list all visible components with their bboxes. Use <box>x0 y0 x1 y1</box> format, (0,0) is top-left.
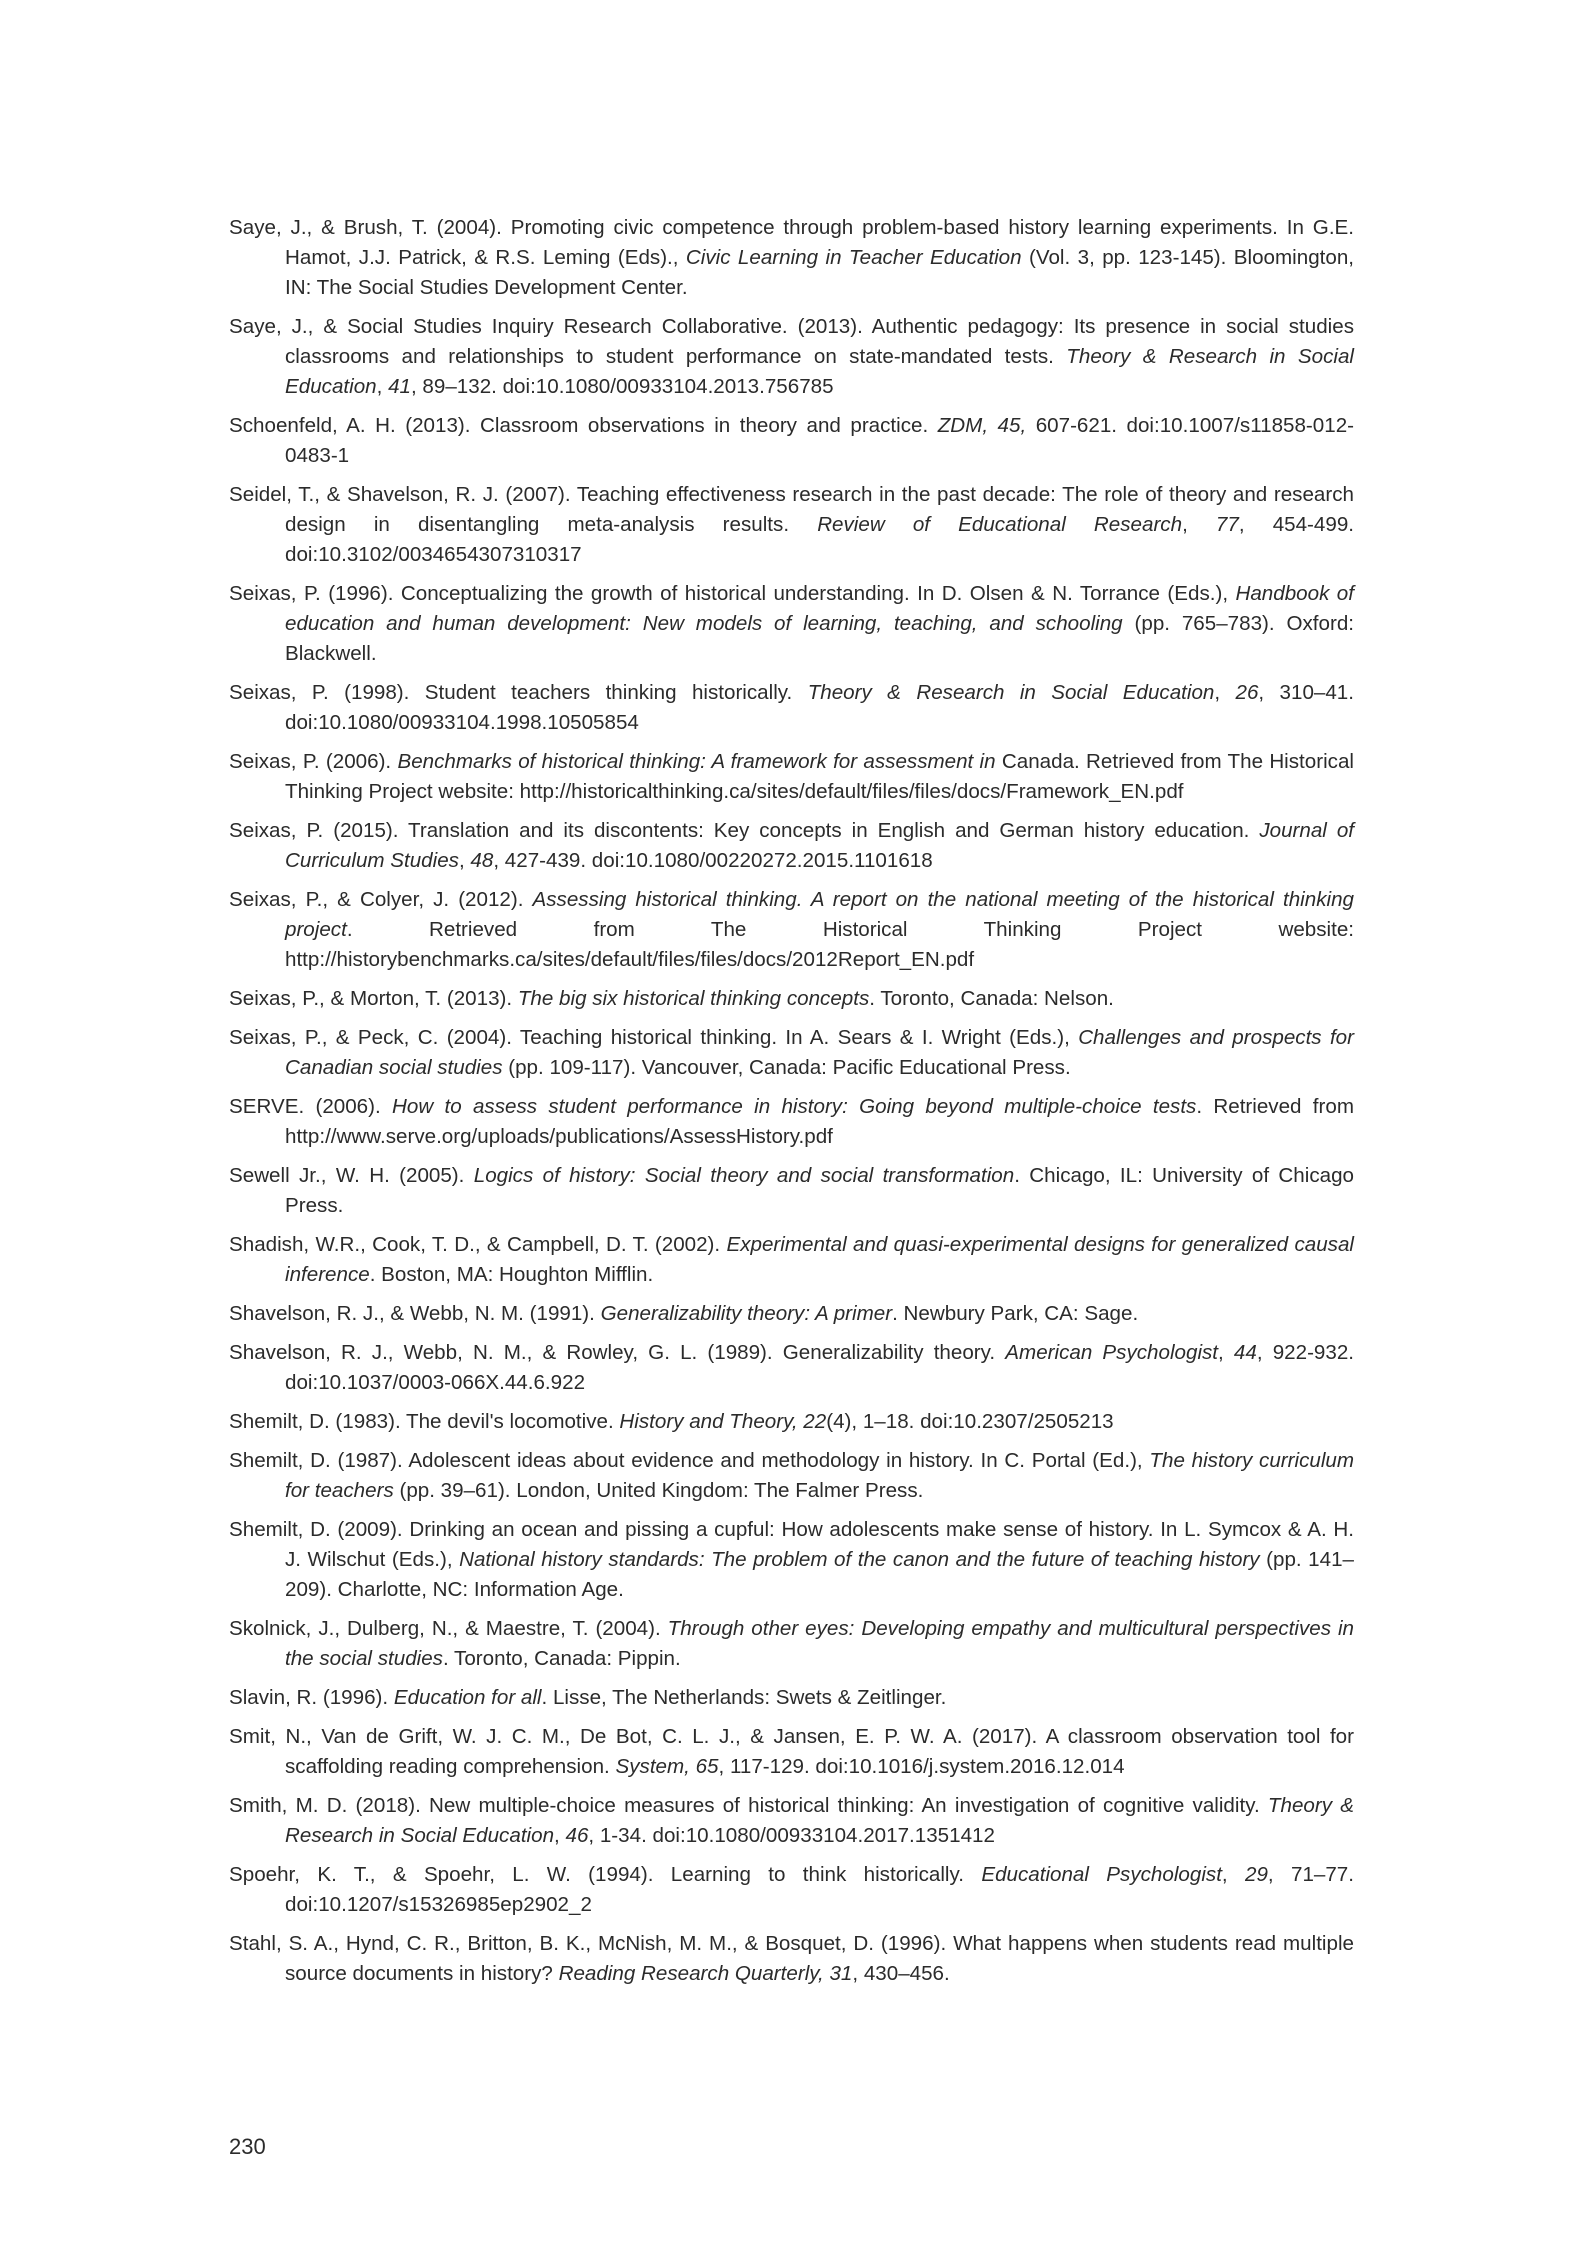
reference-text: , 310–41. doi:10.1080/00933104.1998.10505854 <box>285 681 1354 734</box>
reference-text: , <box>458 849 471 872</box>
reference-text: . Newbury Park, CA: Sage. <box>892 1302 1139 1325</box>
reference-italic-text: Journal of Curriculum Studies <box>285 819 1354 872</box>
reference-text: , 454-499. doi:10.3102/0034654307310317 <box>285 513 1354 566</box>
reference-text: Spoehr, K. T., & Spoehr, L. W. (1994). Learning to think historically. <box>229 1863 982 1886</box>
reference-entry <box>229 1446 1354 1506</box>
reference-italic-text: Theory & Research in Social Education <box>285 345 1354 398</box>
reference-italic-text: Handbook of education and human development: New models of learning, teaching, and schooling <box>285 582 1354 635</box>
reference-entry <box>229 1023 1354 1083</box>
reference-text: . Retrieved from The Historical Thinking Project website: http://historybenchmarks.ca/sites/default/files/files/docs/2012Report_EN.pdf <box>285 918 1354 971</box>
reference-entry <box>229 984 1354 1014</box>
reference-entry <box>229 885 1354 975</box>
reference-text: . Lisse, The Netherlands: Swets & Zeitlinger. <box>541 1686 947 1709</box>
reference-text: , <box>376 375 389 398</box>
reference-text: (Vol. 3, pp. 123-145). Bloomington, IN: The Social Studies Development Center. <box>285 246 1355 299</box>
reference-text: Seixas, P. (1996). Conceptualizing the growth of historical understanding. In D. Olsen & N. Torrance (Eds.), <box>229 582 1236 605</box>
reference-entry <box>229 1614 1354 1674</box>
reference-italic-text: Through other eyes: Developing empathy and multicultural perspectives in the social studies <box>285 1617 1354 1670</box>
reference-entry <box>229 411 1354 471</box>
reference-text: . Chicago, IL: University of Chicago Press. <box>285 1164 1354 1217</box>
reference-text: Seixas, P., & Colyer, J. (2012). <box>229 888 533 911</box>
reference-italic-text: System, 65 <box>615 1755 719 1778</box>
reference-text: Seixas, P., & Morton, T. (2013). <box>229 987 518 1010</box>
reference-entry <box>229 1407 1354 1437</box>
reference-text: Seixas, P. (2006). <box>229 750 398 773</box>
reference-text: Saye, J., & Social Studies Inquiry Research Collaborative. (2013). Authentic pedagogy: Its presence in social studies classrooms and relationships to student performance on state-mandated tests. <box>229 315 1354 368</box>
reference-text: Shavelson, R. J., & Webb, N. M. (1991). <box>229 1302 601 1325</box>
reference-text: Seixas, P., & Peck, C. (2004). Teaching historical thinking. In A. Sears & I. Wright (Eds.), <box>229 1026 1079 1049</box>
reference-text: Seidel, T., & Shavelson, R. J. (2007). Teaching effectiveness research in the past decade: The role of theory and research design in disentangling meta-analysis results. <box>229 483 1354 536</box>
reference-entry <box>229 747 1354 807</box>
reference-italic-text: 26 <box>1235 681 1259 704</box>
reference-italic-text: The big six historical thinking concepts <box>517 987 870 1010</box>
reference-entry <box>229 1929 1354 1989</box>
reference-text: Shemilt, D. (1983). The devil's locomotive. <box>229 1410 620 1433</box>
reference-list <box>229 213 1354 1998</box>
reference-italic-text: 44 <box>1233 1341 1257 1364</box>
reference-text: Sewell Jr., W. H. (2005). <box>229 1164 474 1187</box>
reference-text: , <box>1218 1341 1234 1364</box>
reference-text: , 922-932. doi:10.1037/0003-066X.44.6.922 <box>285 1341 1355 1394</box>
reference-text: , <box>1214 681 1236 704</box>
reference-italic-text: The history curriculum for teachers <box>285 1449 1355 1502</box>
reference-text: SERVE. (2006). <box>229 1095 393 1118</box>
reference-text: . Retrieved from http://www.serve.org/uploads/publications/AssessHistory.pdf <box>285 1095 1354 1148</box>
reference-text: Seixas, P. (2015). Translation and its discontents: Key concepts in English and German history education. <box>229 819 1260 842</box>
reference-text: , 71–77. doi:10.1207/s15326985ep2902_2 <box>285 1863 1354 1916</box>
reference-text: . Toronto, Canada: Nelson. <box>869 987 1114 1010</box>
reference-entry <box>229 1092 1354 1152</box>
reference-text: Shavelson, R. J., Webb, N. M., & Rowley, G. L. (1989). Generalizability theory. <box>229 1341 1006 1364</box>
reference-italic-text: Review of Educational Research <box>817 513 1183 536</box>
reference-entry <box>229 1860 1354 1920</box>
reference-text: 607-621. doi:10.1007/s11858-012-0483-1 <box>285 414 1355 467</box>
reference-entry <box>229 1791 1354 1851</box>
reference-italic-text: Assessing historical thinking. A report on the national meeting of the historical thinking project <box>285 888 1354 941</box>
reference-italic-text: Theory & Research in Social Education <box>285 1794 1354 1847</box>
reference-text: . Boston, MA: Houghton Mifflin. <box>369 1263 654 1286</box>
reference-text: , 430–456. <box>852 1962 950 1985</box>
reference-entry <box>229 1515 1354 1605</box>
reference-text: Smith, M. D. (2018). New multiple-choice measures of historical thinking: An investigation of cognitive validity. <box>229 1794 1268 1817</box>
reference-italic-text: Benchmarks of historical thinking: A framework for assessment in <box>397 750 996 773</box>
reference-entry <box>229 1338 1354 1398</box>
reference-entry <box>229 1722 1354 1782</box>
reference-italic-text: 77 <box>1215 513 1239 536</box>
reference-entry <box>229 1683 1354 1713</box>
reference-italic-text: National history standards: The problem of the canon and the future of teaching history <box>459 1548 1260 1571</box>
reference-italic-text: 29 <box>1245 1863 1268 1886</box>
reference-text: Stahl, S. A., Hynd, C. R., Britton, B. K., McNish, M. M., & Bosquet, D. (1996). What happens when students read multiple source documents in history? <box>229 1932 1354 1985</box>
reference-text: (pp. 109-117). Vancouver, Canada: Pacific Educational Press. <box>502 1056 1071 1079</box>
reference-italic-text: Education for all <box>393 1686 542 1709</box>
reference-entry <box>229 678 1354 738</box>
reference-text: Skolnick, J., Dulberg, N., & Maestre, T. (2004). <box>229 1617 668 1640</box>
reference-text: Shemilt, D. (1987). Adolescent ideas about evidence and methodology in history. In C. Portal (Ed.), <box>229 1449 1150 1472</box>
reference-text: , 117-129. doi:10.1016/j.system.2016.12.014 <box>718 1755 1125 1778</box>
reference-entry <box>229 1161 1354 1221</box>
reference-entry <box>229 213 1354 303</box>
reference-italic-text: Civic Learning in Teacher Education <box>685 246 1022 269</box>
reference-text: (pp. 39–61). London, United Kingdom: The Falmer Press. <box>393 1479 924 1502</box>
reference-italic-text: 41 <box>388 375 411 398</box>
reference-italic-text: 46 <box>565 1824 589 1847</box>
reference-italic-text: History and Theory, 22 <box>619 1410 827 1433</box>
reference-text: , <box>554 1824 566 1847</box>
reference-text: Slavin, R. (1996). <box>229 1686 394 1709</box>
reference-text: (pp. 141–209). Charlotte, NC: Information Age. <box>285 1548 1354 1601</box>
reference-text: Smit, N., Van de Grift, W. J. C. M., De Bot, C. L. J., & Jansen, E. P. W. A. (2017). A classroom observation tool for scaffolding reading comprehension. <box>229 1725 1354 1778</box>
reference-text: , 427-439. doi:10.1080/00220272.2015.1101618 <box>493 849 933 872</box>
reference-italic-text: American Psychologist <box>1005 1341 1219 1364</box>
reference-text: Seixas, P. (1998). Student teachers thinking historically. <box>229 681 808 704</box>
reference-italic-text: Reading Research Quarterly, 31 <box>558 1962 853 1985</box>
reference-text: Schoenfeld, A. H. (2013). Classroom observations in theory and practice. <box>229 414 938 437</box>
reference-text: , 89–132. doi:10.1080/00933104.2013.756785 <box>410 375 834 398</box>
reference-italic-text: Challenges and prospects for Canadian social studies <box>285 1026 1354 1079</box>
reference-italic-text: ZDM, 45, <box>937 414 1027 437</box>
reference-text: , <box>1182 513 1216 536</box>
page-number: 230 <box>229 2134 266 2159</box>
reference-entry <box>229 312 1354 402</box>
reference-italic-text: Experimental and quasi-experimental designs for generalized causal inference <box>285 1233 1354 1286</box>
reference-text: Shadish, W.R., Cook, T. D., & Campbell, D. T. (2002). <box>229 1233 727 1256</box>
reference-italic-text: Generalizability theory: A primer <box>600 1302 893 1325</box>
reference-text: . Toronto, Canada: Pippin. <box>442 1647 681 1670</box>
reference-entry <box>229 480 1354 570</box>
reference-italic-text: Theory & Research in Social Education <box>807 681 1215 704</box>
reference-text: , 1-34. doi:10.1080/00933104.2017.1351412 <box>588 1824 995 1847</box>
reference-text: , <box>1221 1863 1245 1886</box>
reference-entry <box>229 579 1354 669</box>
reference-entry <box>229 816 1354 876</box>
reference-text: (pp. 765–783). Oxford: Blackwell. <box>285 612 1354 665</box>
reference-italic-text: Logics of history: Social theory and social transformation <box>473 1164 1015 1187</box>
reference-text: (4), 1–18. doi:10.2307/2505213 <box>826 1410 1114 1433</box>
reference-text: Saye, J., & Brush, T. (2004). Promoting civic competence through problem-based history learning experiments. In G.E. Hamot, J.J. Patrick, & R.S. Leming (Eds)., <box>229 216 1354 269</box>
reference-entry <box>229 1299 1354 1329</box>
reference-italic-text: 48 <box>470 849 494 872</box>
reference-text: Canada. Retrieved from The Historical Thinking Project website: http://historicalthinking.ca/sites/default/files/files/docs/Framework_EN.pdf <box>285 750 1354 803</box>
reference-italic-text: How to assess student performance in history: Going beyond multiple-choice tests <box>392 1095 1197 1118</box>
reference-entry <box>229 1230 1354 1290</box>
reference-text: Shemilt, D. (2009). Drinking an ocean and pissing a cupful: How adolescents make sense of history. In L. Symcox & A. H. J. Wilschut (Eds.), <box>229 1518 1354 1571</box>
reference-italic-text: Educational Psychologist <box>981 1863 1222 1886</box>
